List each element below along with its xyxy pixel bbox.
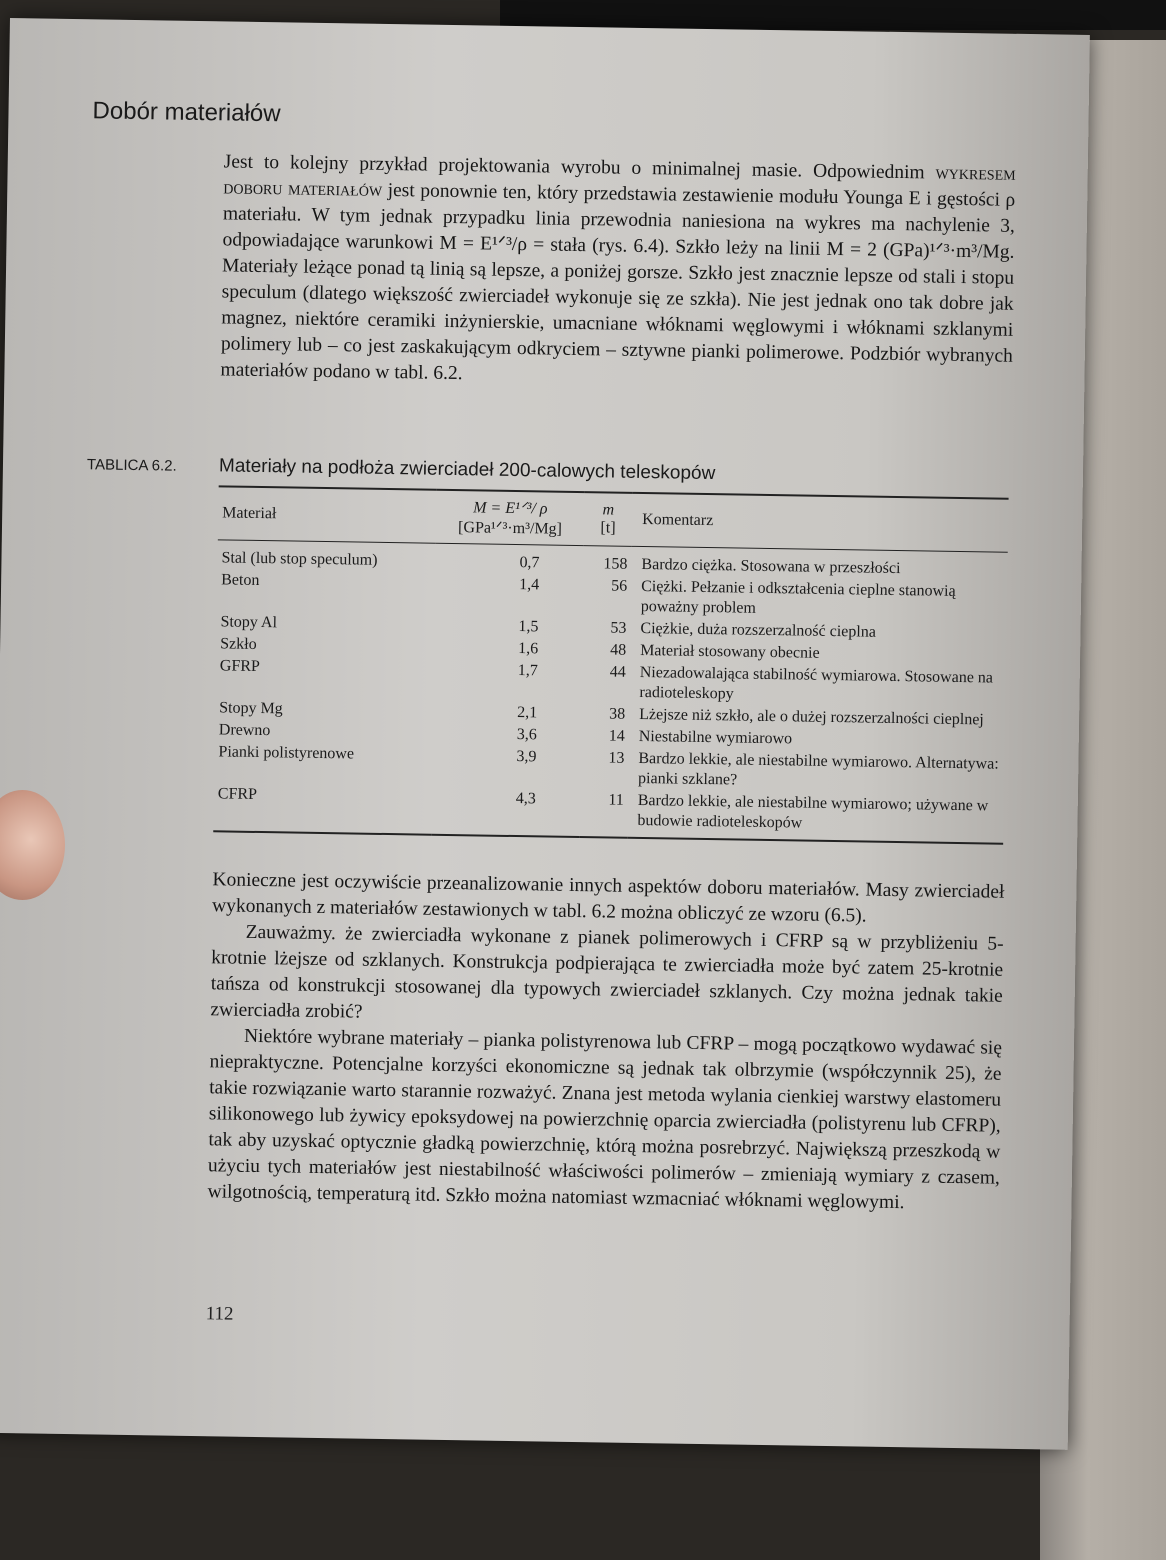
- book-page: [0, 18, 1090, 1450]
- intro-smallcaps-term: wykresem doboru materiałów: [223, 162, 1016, 201]
- header-mass-symbol: m: [602, 501, 615, 519]
- cell-comment: Ciężkie, duża rozszerzalność cieplna: [640, 619, 877, 641]
- cell-mass: 48: [610, 641, 627, 659]
- intro-paragraph-rest: jest ponownie ten, który przedstawia zestawienie modułu Younga E i gęstości ρ materiału. W tym jednak przypadku linia przewodnia naniesiona na wykres ma nachylenie 3, odpowiadające warunkowi M = E¹ᐟ³/ρ = stała (rys. 6.4). Szkło leży na linii M = 2 (GPa)¹ᐟ³·m³/Mg. Materiały leżące ponad tą linią są lepsze, a poniżej gorsze. Szkło jest znacznie lepsze od stali i stopu speculum (dlatego większość zwierciadeł wykonuje się ze szkła). Nie jest jednak ono tak dobre jak magnez, niektóre ceramiki inżynierskie, umacniane włóknami węglowymi i włóknami szklanymi polimery lub – co jest zaskakującym odkryciem – sztywne pianki polimerowe. Podzbiór wybranych materiałów podano w tabl. 6.2.: [220, 179, 1016, 385]
- header-m-index: [436, 490, 585, 546]
- cell-comment: Bardzo lekkie, ale niestabilne wymiarowo. Alternatywa: pianki szklane?: [637, 749, 999, 789]
- background-dark-edge: [500, 0, 1166, 30]
- header-comment: Komentarz: [642, 510, 714, 530]
- intro-paragraph: [220, 149, 1016, 395]
- cell-mass: 56: [611, 577, 628, 595]
- table-title: Materiały na podłoża zwierciadeł 200-calowych teleskopów: [218, 455, 716, 485]
- cell-m-index: 1,4: [519, 576, 540, 594]
- cell-material: CFRP: [217, 785, 258, 803]
- cell-mass: 13: [608, 749, 625, 767]
- paragraph-lighter: Zauważmy. że zwierciadła wykonane z pianek polimerowych i CFRP są w przybliżeniu 5-krotnie lżejsze od szklanych. Konstrukcja podpierająca te zwierciadła może być zatem 25-krotnie tańsza od konstrukcji stosowanej dla typowych zwierciadeł szklanych. Czy można jednak takie zwierciadła zrobić?: [210, 921, 1004, 1023]
- cell-comment: Lżejsze niż szkło, ale o dużej rozszerzalności cieplnej: [639, 705, 984, 729]
- cell-mass: 14: [608, 727, 625, 745]
- header-mass: [584, 492, 633, 546]
- intro-text: [220, 149, 1016, 395]
- cell-material: Drewno: [218, 721, 271, 740]
- after-table-text: [207, 867, 1004, 1217]
- cell-m-index: 1,5: [518, 618, 539, 636]
- cell-mass: 158: [603, 555, 628, 573]
- cell-comment: Niezadowalająca stabilność wymiarowa. Stosowane na radioteleskopy: [639, 663, 994, 703]
- cell-comment: Bardzo lekkie, ale niestabilne wymiarowo; używane w budowie radioteleskopów: [637, 791, 989, 832]
- cell-material: Stal (lub stop speculum): [221, 549, 378, 569]
- cell-mass: 44: [609, 663, 626, 681]
- cell-material: Szkło: [220, 635, 257, 653]
- cell-comment: Niestabilne wymiarowo: [638, 727, 793, 748]
- cell-m-index: 3,6: [516, 726, 537, 744]
- paragraph-masses: Konieczne jest oczywiście przeanalizowanie innych aspektów doboru materiałów. Masy zwierciadeł wykonanych z materiałów zestawionych w tabl. 6.2 można obliczyć ze wzoru (6.5).: [211, 869, 1005, 927]
- cell-m-index: 0,7: [519, 554, 540, 572]
- cell-m-index: 3,9: [516, 748, 537, 766]
- header-m-index-unit: [GPa¹ᐟ³·m³/Mg]: [457, 519, 563, 538]
- cell-m-index: 4,3: [515, 790, 536, 808]
- cell-material: Beton: [221, 571, 260, 589]
- cell-comment: Ciężki. Pełzanie i odkształcenia cieplne stanowią poważny problem: [640, 577, 956, 617]
- section-title: Dobór materiałów: [92, 97, 281, 128]
- cell-material: Stopy Al: [220, 613, 278, 632]
- cell-comment: Bardzo ciężka. Stosowana w przeszłości: [641, 555, 901, 578]
- materials-table: [213, 485, 1008, 844]
- cell-material: Stopy Mg: [219, 699, 283, 718]
- cell-m-index: 1,7: [517, 662, 538, 680]
- cell-mass: 11: [608, 791, 624, 809]
- cell-material: GFRP: [219, 657, 261, 676]
- cell-m-index: 1,6: [518, 640, 539, 658]
- cell-mass: 38: [609, 705, 626, 723]
- paragraph-materials: Niektóre wybrane materiały – pianka polistyrenowa lub CFRP – mogą początkowo wydawać się niepraktyczne. Potencjalne korzyści ekonomiczne są jednak tak olbrzymie (współczynnik 25), że takie rozwiązanie warto starannie rozważyć. Znana jest metoda wylania cienkiej warstwy elastomeru silikonowego lub żywicy epoksydowej na powierzchnię oparcia zwierciadła (polistyrenu lub CFRP), tak aby uzyskać optycznie gładką powierzchnię, którą można posrebrzyć. Największą przeszkodą w użyciu tych materiałów jest niestabilność właściwości polimerów – zmieniają wymiary z czasem, wilgotnością, temperaturą itd. Szkło można natomiast wzmacniać włóknami węglowymi.: [207, 1025, 1003, 1214]
- cell-material: Pianki polistyrenowe: [218, 743, 355, 763]
- cell-comment: Materiał stosowany obecnie: [640, 641, 820, 662]
- cell-mass: 53: [610, 619, 627, 637]
- table-label: TABLICA 6.2.: [86, 456, 177, 475]
- page-number: 112: [205, 1303, 234, 1325]
- header-material: Materiał: [222, 504, 277, 523]
- cell-m-index: 2,1: [517, 704, 538, 722]
- intro-paragraph-start: Jest to kolejny przykład projektowania wyrobu o minimalnej masie. Odpowiednim: [223, 151, 936, 184]
- header-m-index-formula: M = E¹ᐟ³/ ρ: [473, 499, 548, 518]
- header-mass-unit: [t]: [600, 519, 616, 537]
